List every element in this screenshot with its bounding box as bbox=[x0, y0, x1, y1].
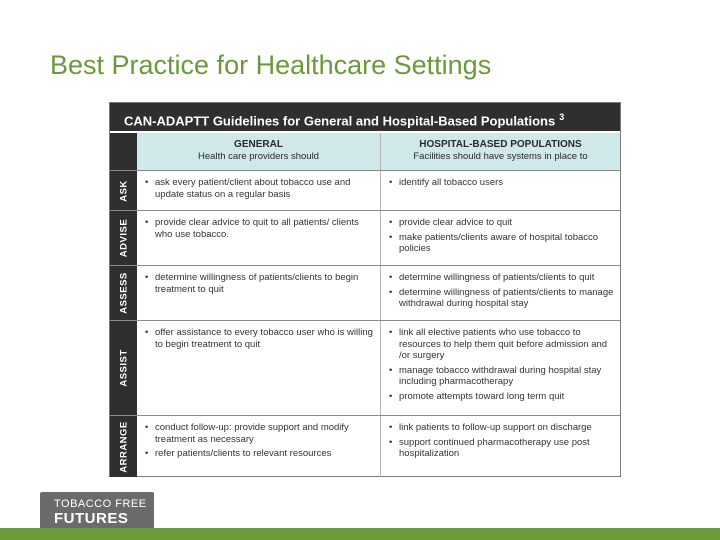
general-cell bbox=[137, 416, 381, 477]
general-cell bbox=[137, 321, 381, 415]
list-item: • determine willingness of patients/clients to begin treatment to quit bbox=[145, 272, 374, 295]
list-item: • support continued pharmacotherapy use post hospitalization bbox=[389, 437, 614, 460]
stage-label: ADVISE bbox=[110, 211, 137, 265]
slide-title: Best Practice for Healthcare Settings bbox=[50, 50, 492, 80]
list-item: • manage tobacco withdrawal during hospital stay including pharmacotherapy bbox=[389, 365, 614, 388]
list-item: • make patients/clients aware of hospital tobacco policies bbox=[389, 232, 614, 255]
footer-bar bbox=[0, 528, 720, 540]
stage-label: ARRANGE bbox=[110, 416, 137, 477]
hospital-cell bbox=[381, 171, 620, 210]
column-header-hospital bbox=[381, 133, 620, 170]
list-item: • provide clear advice to quit to all patients/ clients who use tobacco. bbox=[145, 217, 374, 240]
logo-line-1: TOBACCO FREE bbox=[54, 498, 147, 510]
list-item: • link all elective patients who use tobacco to resources to help them quit before admission and /or surgery bbox=[389, 327, 614, 362]
general-cell bbox=[137, 211, 381, 265]
column-heading-hospital: HOSPITAL-BASED POPULATIONS bbox=[419, 139, 582, 150]
list-item: • promote attempts toward long term quit bbox=[389, 391, 614, 403]
general-cell bbox=[137, 171, 381, 210]
list-item: • provide clear advice to quit bbox=[389, 217, 614, 229]
stage-label: ASK bbox=[110, 171, 137, 210]
list-item: • ask every patient/client about tobacco use and update status on a regular basis bbox=[145, 177, 374, 200]
table-header bbox=[110, 103, 620, 131]
list-item: • refer patients/clients to relevant resources bbox=[145, 448, 374, 460]
logo-line-2: FUTURES bbox=[54, 510, 129, 527]
table-title: CAN-ADAPTT Guidelines for General and Hospital-Based Populations bbox=[124, 113, 556, 129]
stage-label: ASSIST bbox=[110, 321, 137, 415]
guidelines-table bbox=[109, 102, 621, 477]
table-row bbox=[110, 265, 620, 320]
column-sub-general: Health care providers should bbox=[198, 151, 319, 162]
hospital-cell bbox=[381, 211, 620, 265]
list-item: • link patients to follow-up support on discharge bbox=[389, 422, 614, 434]
hospital-cell bbox=[381, 416, 620, 477]
list-item: • conduct follow-up: provide support and modify treatment as necessary bbox=[145, 422, 374, 445]
table-footnote-ref: 3 bbox=[559, 112, 565, 122]
stage-header-blank bbox=[110, 133, 137, 170]
column-heading-general: GENERAL bbox=[234, 139, 283, 150]
list-item: • identify all tobacco users bbox=[389, 177, 614, 189]
table-row bbox=[110, 320, 620, 415]
general-cell bbox=[137, 266, 381, 320]
hospital-cell bbox=[381, 321, 620, 415]
stage-label: ASSESS bbox=[110, 266, 137, 320]
hospital-cell bbox=[381, 266, 620, 320]
list-item: • determine willingness of patients/clients to quit bbox=[389, 272, 614, 284]
table-row bbox=[110, 210, 620, 265]
column-sub-hospital: Facilities should have systems in place to bbox=[413, 151, 588, 162]
list-item: • determine willingness of patients/clients to manage withdrawal during hospital stay bbox=[389, 287, 614, 310]
column-header-general bbox=[137, 133, 381, 170]
list-item: • offer assistance to every tobacco user who is willing to begin treatment to quit bbox=[145, 327, 374, 350]
table-row bbox=[110, 415, 620, 477]
table-row bbox=[110, 170, 620, 210]
tobacco-free-futures-logo bbox=[40, 492, 154, 530]
